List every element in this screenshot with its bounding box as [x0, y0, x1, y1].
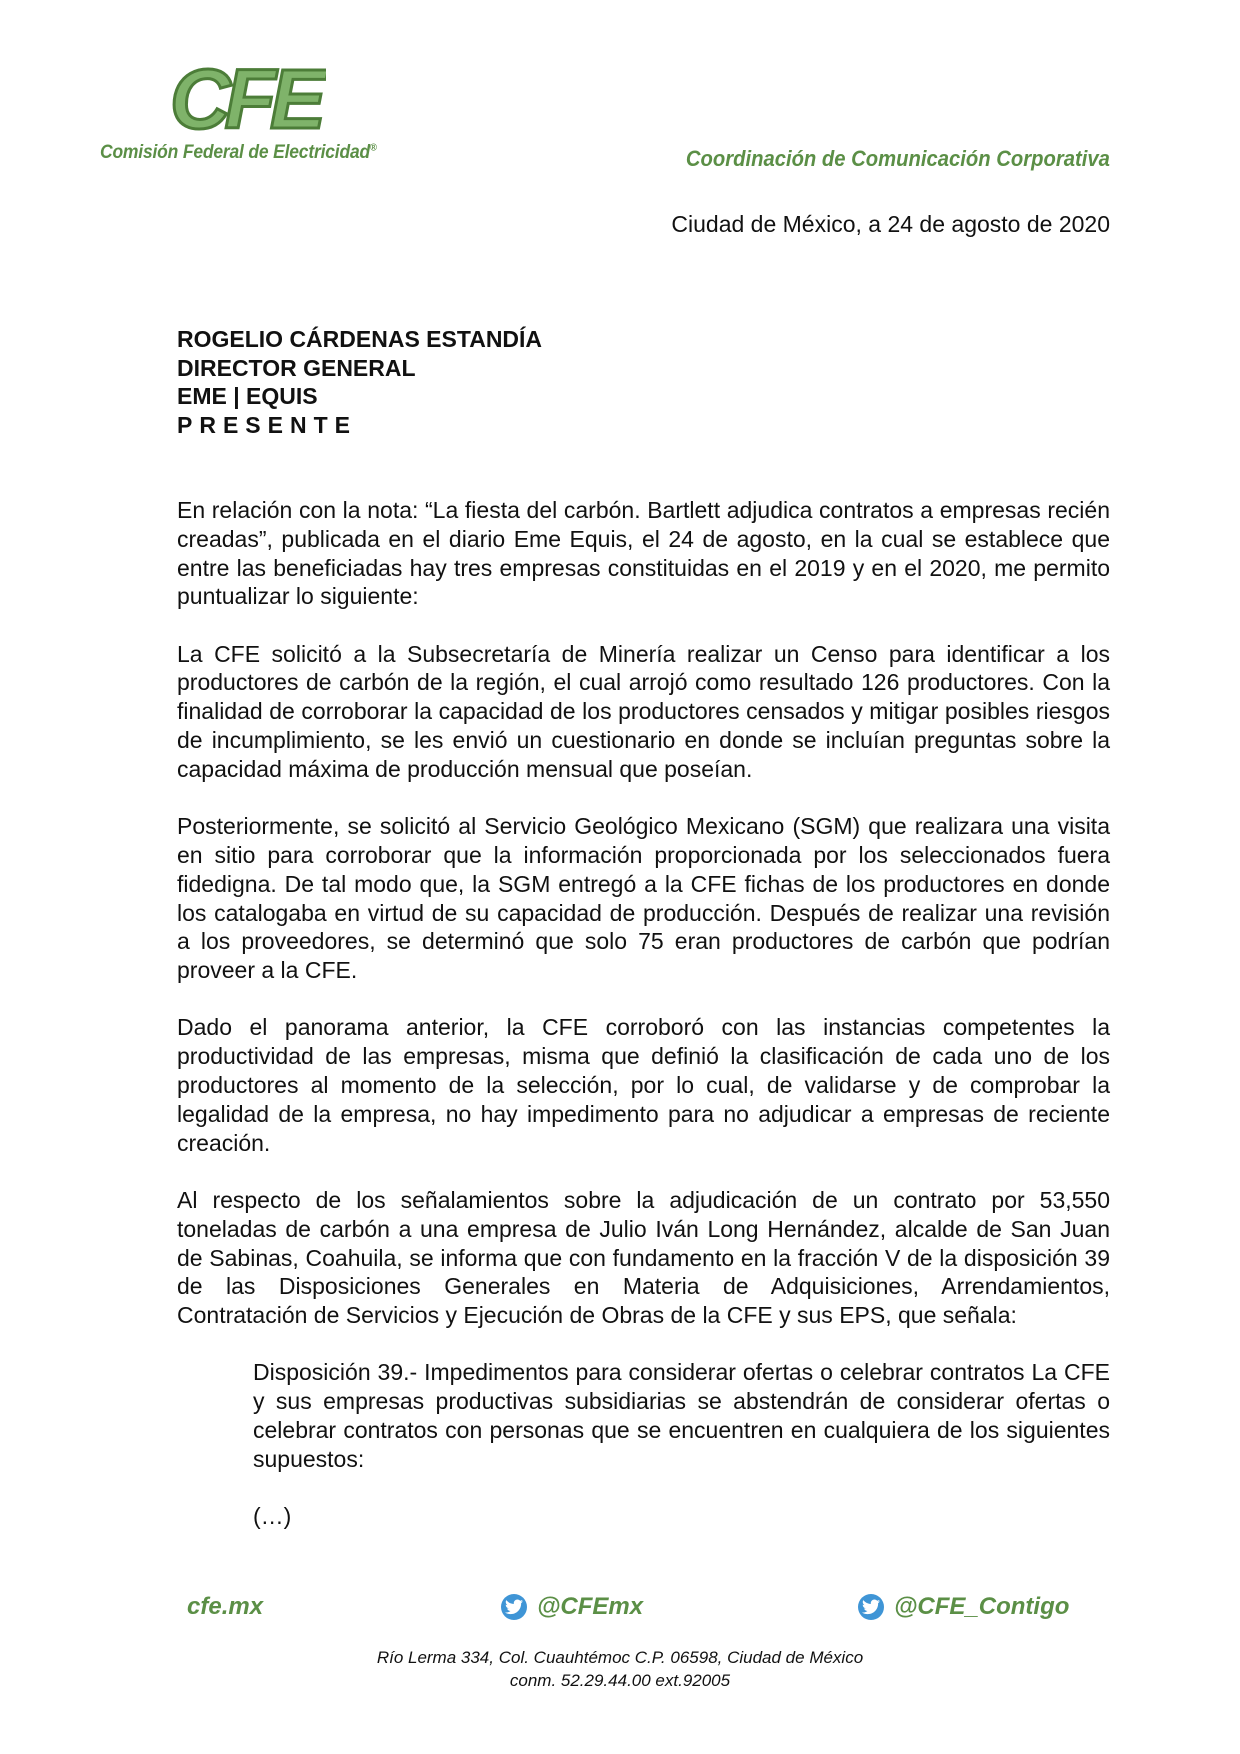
footer-address-block: [0, 1646, 1240, 1692]
quote-ellipsis: (…): [253, 1503, 292, 1530]
logo-text: CFE: [170, 60, 320, 140]
date-line: Ciudad de México, a 24 de agosto de 2020: [671, 211, 1110, 237]
registered-mark: ®: [369, 142, 377, 154]
letter-body: [177, 496, 1110, 1559]
footer-website[interactable]: cfe.mx: [187, 1593, 264, 1620]
recipient-presente: PRESENTE: [177, 411, 357, 438]
twitter-bird-icon: [501, 1594, 527, 1620]
footer-phone: conm. 52.29.44.00 ext.92005: [509, 1671, 731, 1690]
footer-address: Río Lerma 334, Col. Cuauhtémoc C.P. 06598, Ciudad de México: [376, 1648, 864, 1667]
recipient-name: ROGELIO CÁRDENAS ESTANDÍA: [177, 326, 543, 352]
paragraph: Dado el panorama anterior, la CFE corroboró con las instancias competentes la productividad de las empresas, misma que definió la clasificación de cada uno de los productores al momento de la selección, por lo cual, de validarse y de comprobar la legalidad de la empresa, no hay impedimento para no adjudicar a empresas de reciente creación.: [177, 1014, 1110, 1156]
recipient-title: DIRECTOR GENERAL: [177, 354, 416, 381]
logo-subtitle: Comisión Federal de Electricidad®: [100, 142, 377, 163]
footer-twitter-cfe-contigo[interactable]: @CFE_Contigo: [858, 1593, 1069, 1621]
footer-twitter-cfemx[interactable]: @CFEmx: [501, 1593, 643, 1621]
twitter-bird-icon: [858, 1594, 884, 1620]
paragraph: Posteriormente, se solicitó al Servicio Geológico Mexicano (SGM) que realizara una visita en sitio para corroborar que la información proporcionada por los seleccionados fuera fidedigna. De tal modo que, la SGM entregó a la CFE fichas de los productores en donde los catalogaba en virtud de su capacidad de producción. Después de realizar una revisión a los proveedores, se determinó que solo 75 eran productores de carbón que podrían proveer a la CFE.: [177, 813, 1110, 984]
recipient-organization: EME | EQUIS: [177, 383, 318, 409]
cfe-logo-mark: [166, 60, 326, 140]
recipient-block: [177, 325, 542, 439]
paragraph: La CFE solicitó a la Subsecretaría de Minería realizar un Censo para identificar a los productores de carbón de la región, el cual arrojó como resultado 126 productores. Con la finalidad de corroborar la capacidad de los productores censados y mitigar posibles riesgos de incumplimiento, se les envió un cuestionario en donde se incluían preguntas sobre la capacidad máxima de producción mensual que poseían.: [177, 640, 1110, 782]
cfe-logo: [100, 60, 400, 164]
quoted-provision: Disposición 39.- Impedimentos para considerar ofertas o celebrar contratos La CFE y sus empresas productivas subsidiarias se abstendrán de considerar ofertas o celebrar contratos con personas que se encuentren en cualquiera de los siguientes supuestos:: [253, 1359, 1110, 1472]
paragraph: Al respecto de los señalamientos sobre la adjudicación de un contrato por 53,550 toneladas de carbón a una empresa de Julio Iván Long Hernández, alcalde de San Juan de Sabinas, Coahuila, se informa que con fundamento en la fracción V de la disposición 39 de las Disposiciones Generales en Materia de Adquisiciones, Arrendamientos, Contratación de Servicios y Ejecución de Obras de la CFE y sus EPS, que señala:: [177, 1186, 1110, 1329]
department-name: Coordinación de Comunicación Corporativa: [686, 146, 1110, 171]
paragraph: En relación con la nota: “La fiesta del carbón. Bartlett adjudica contratos a empresas recién creadas”, publicada en el diario Eme Equis, el 24 de agosto, en la cual se establece que entre las beneficiadas hay tres empresas constituidas en el 2019 y en el 2020, me permito puntualizar lo siguiente:: [177, 497, 1110, 610]
footer: [0, 1593, 1240, 1633]
